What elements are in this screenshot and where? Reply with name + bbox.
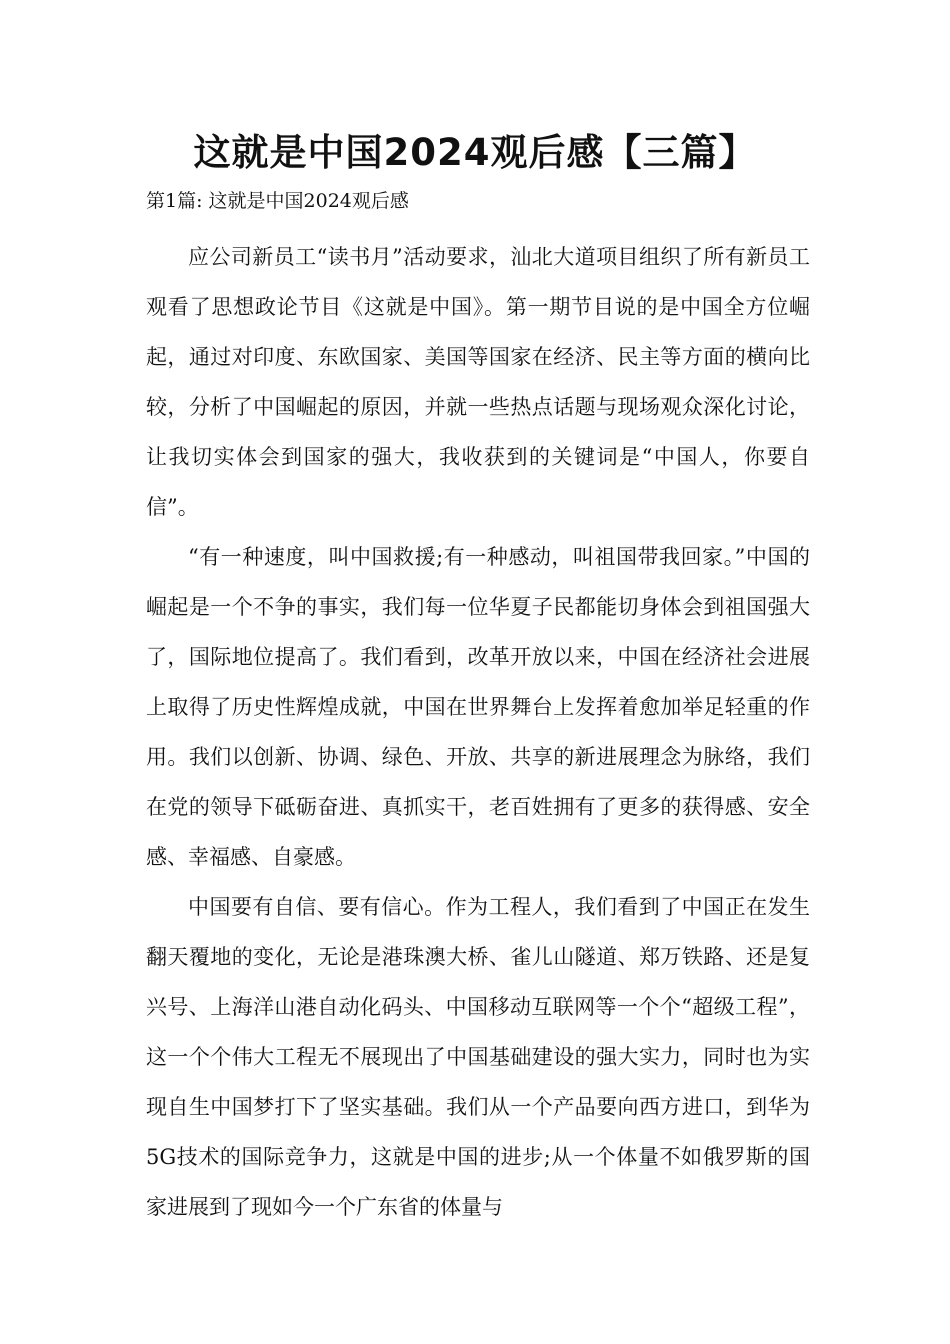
paragraph-1: 应公司新员工“读书月”活动要求，汕北大道项目组织了所有新员工观看了思想政论节目《这就是中国》。第一期节目说的是中国全方位崛起，通过对印度、东欧国家、美国等国家在经济、民主等方面的横向比较，分析了中国崛起的原因，并就一些热点话题与现场观众深化讨论，让我切实体会到国家的强大，我收获到的关键词是“中国人，你要自信”。 [146,245,810,519]
document-body [146,232,810,1232]
document-title: 这就是中国2024观后感【三篇】 [193,131,757,174]
document-subtitle: 第1篇: 这就是中国2024观后感 [146,190,409,212]
paragraph-2: “有一种速度，叫中国救援;有一种感动，叫祖国带我回家。”中国的崛起是一个不争的事实，我们每一位华夏子民都能切身体会到祖国强大了，国际地位提高了。我们看到，改革开放以来，中国在经济社会进展上取得了历史性辉煌成就，中国在世界舞台上发挥着愈加举足轻重的作用。我们以创新、协调、绿色、开放、共享的新进展理念为脉络，我们在党的领导下砥砺奋进、真抓实干，老百姓拥有了更多的获得感、安全感、幸福感、自豪感。 [146,545,810,869]
paragraph-3: 中国要有自信、要有信心。作为工程人，我们看到了中国正在发生翻天覆地的变化，无论是港珠澳大桥、雀儿山隧道、郑万铁路、还是复兴号、上海洋山港自动化码头、中国移动互联网等一个个“超级工程”，这一个个伟大工程无不展现出了中国基础建设的强大实力，同时也为实现自生中国梦打下了坚实基础。我们从一个产品要向西方进口，到华为5G技术的国际竞争力，这就是中国的进步;从一个体量不如俄罗斯的国家进展到了现如今一个广东省的体量与 [146,895,810,1219]
